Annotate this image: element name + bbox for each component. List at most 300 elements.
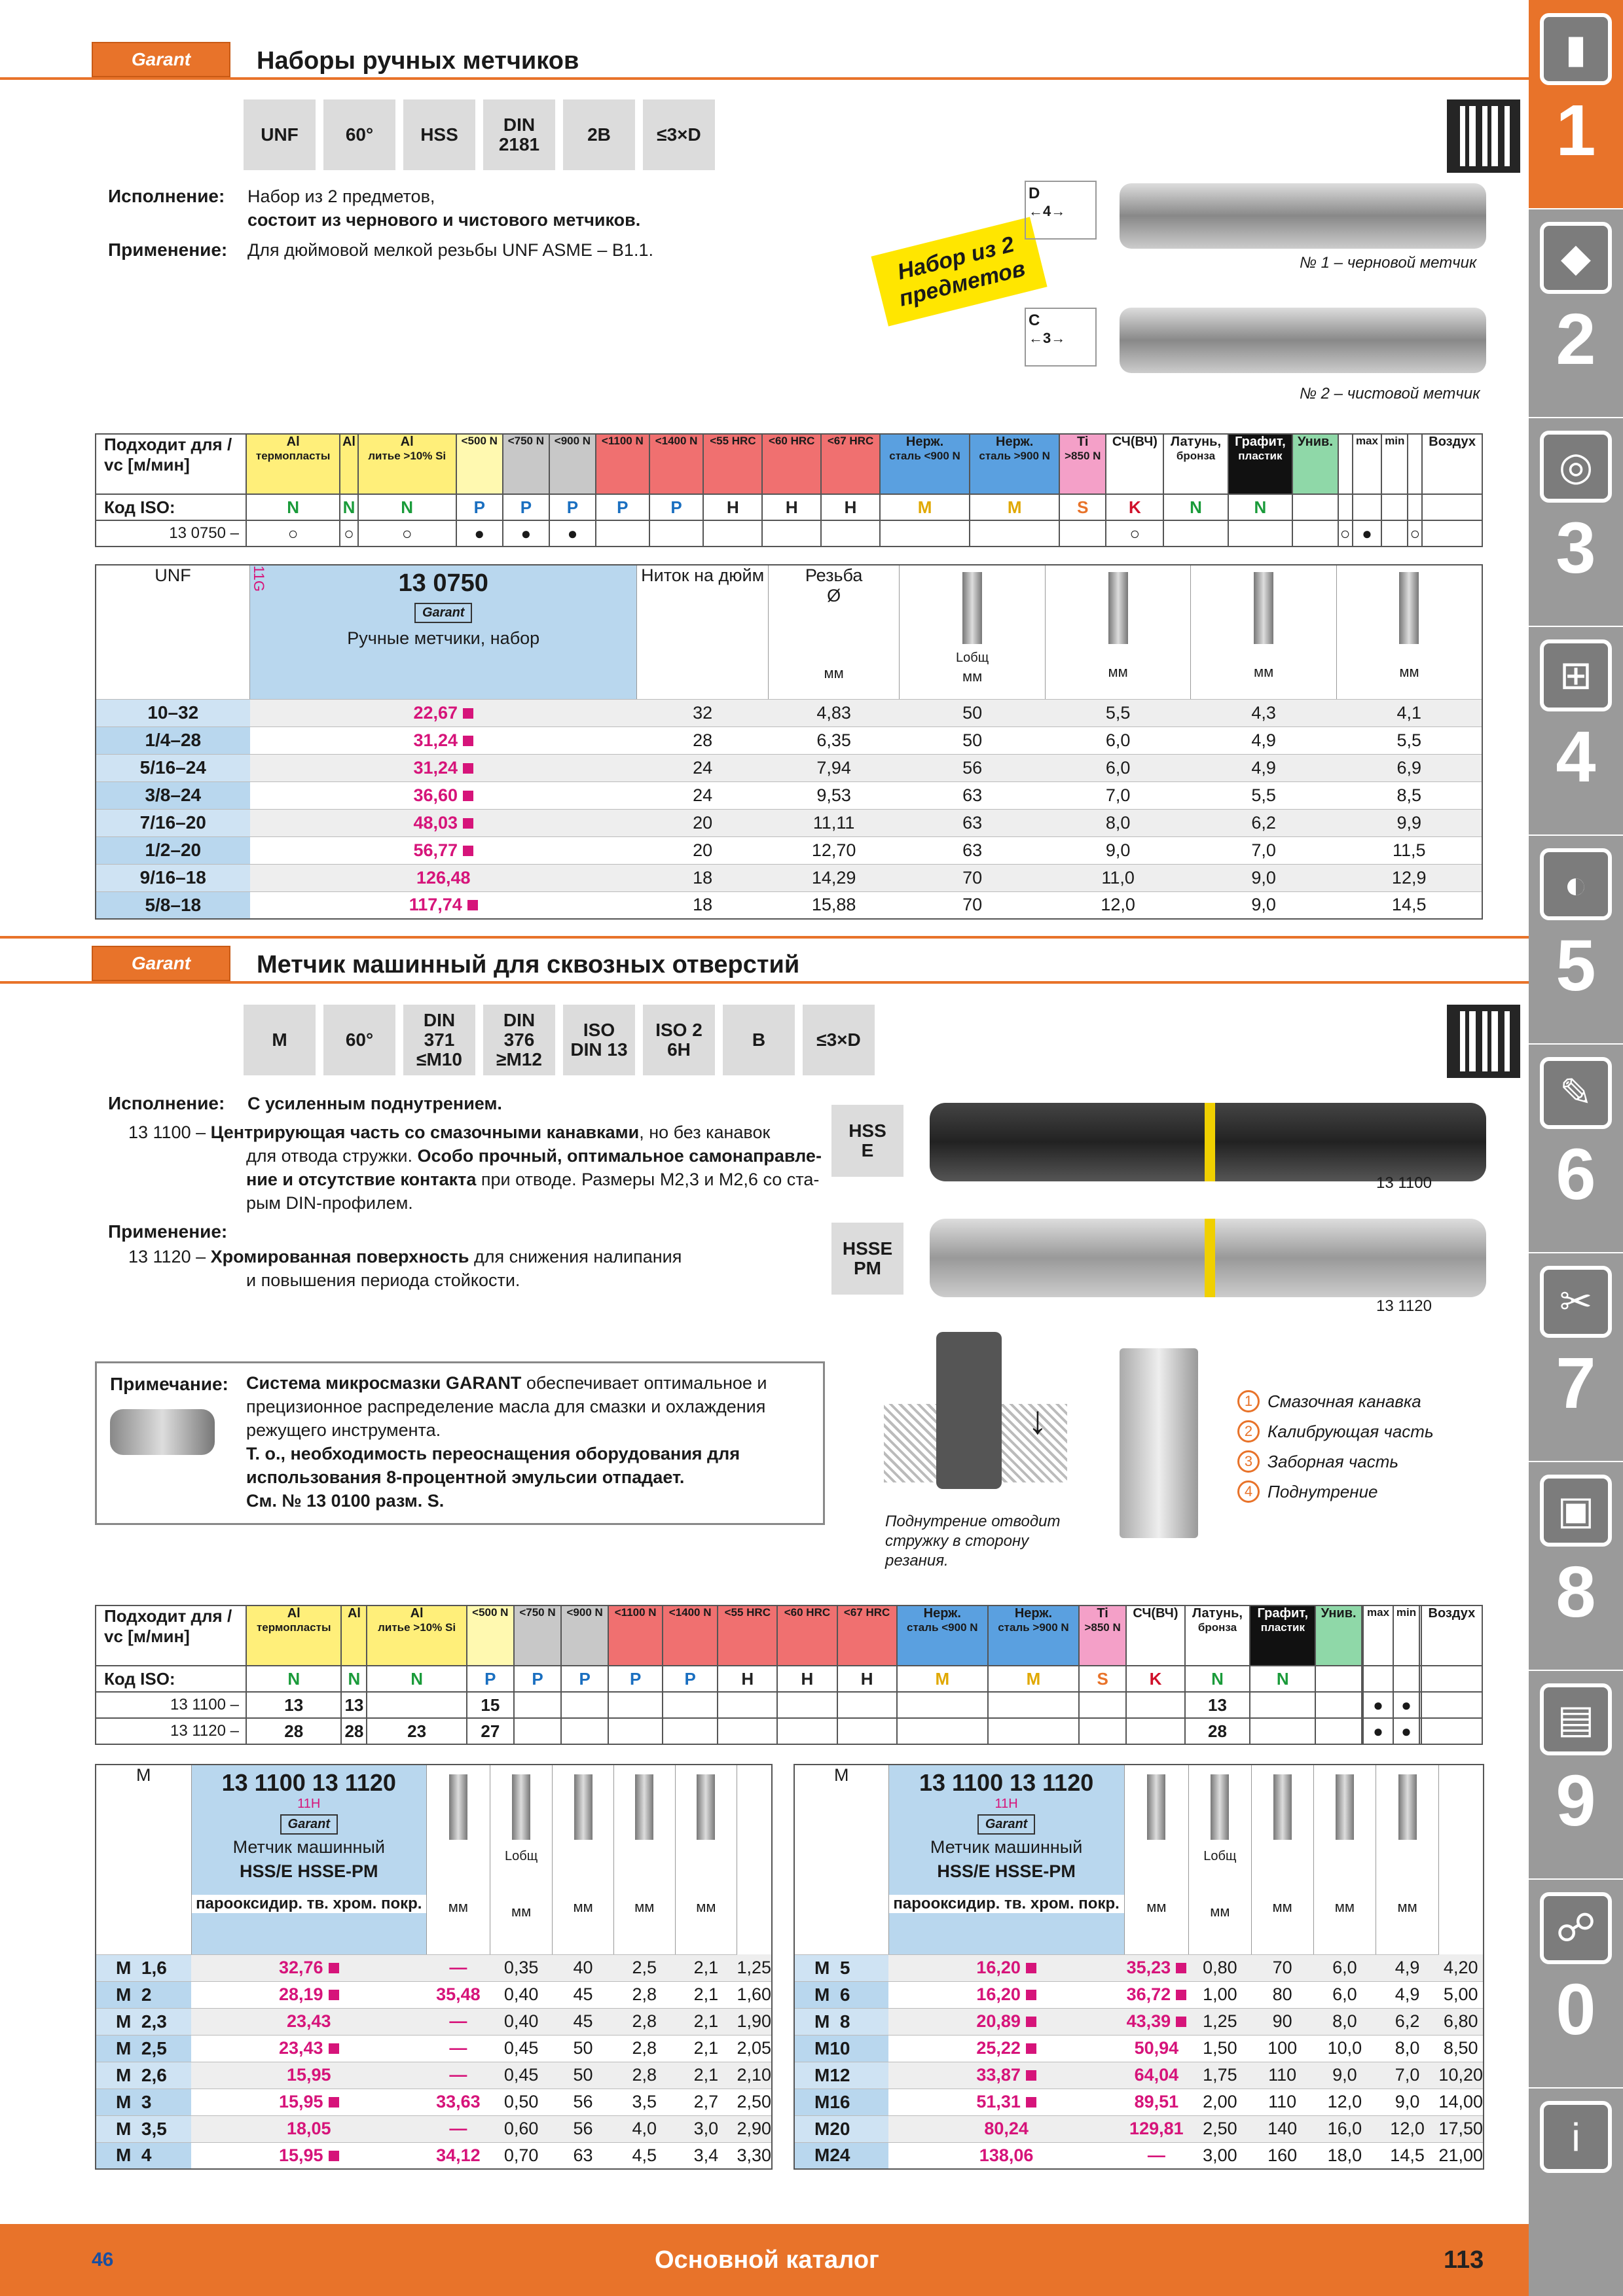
iso-code xyxy=(1338,494,1353,520)
unit: мм xyxy=(962,668,983,685)
iso-code: P xyxy=(467,1666,514,1692)
tool-131100-caption: 13 1100 xyxy=(1376,1174,1432,1192)
material-col xyxy=(762,434,821,494)
col-series: UNF xyxy=(96,565,250,699)
material-col xyxy=(1338,434,1353,494)
row-price[interactable]: 33,63 xyxy=(426,2089,490,2115)
matrix-value xyxy=(837,1718,897,1744)
col-dim xyxy=(1336,565,1482,699)
material-title: Унив. xyxy=(1297,435,1333,449)
row-price[interactable]: 34,12 xyxy=(426,2142,490,2169)
garant-logo-2: Garant xyxy=(92,946,230,981)
material-sub: <500 N xyxy=(461,435,498,447)
spec-chip: DIN 371 ≤M10 xyxy=(403,1005,475,1075)
row-price[interactable]: — xyxy=(426,2115,490,2142)
legend-number: 3 xyxy=(1237,1450,1260,1473)
row-value: 110 xyxy=(1251,2062,1313,2089)
row-price[interactable]: 18,05 xyxy=(191,2115,426,2142)
row-value: 1,25 xyxy=(1189,2008,1252,2035)
row-size: M 2,3 xyxy=(96,2008,191,2035)
matrix-value: ○ xyxy=(1338,520,1353,547)
row-price[interactable]: — xyxy=(426,2008,490,2035)
material-col xyxy=(988,1605,1079,1666)
matrix-value xyxy=(970,520,1059,547)
row-value: 0,35 xyxy=(490,1954,552,1981)
matrix-value xyxy=(514,1692,561,1718)
chapter-number: 1 xyxy=(1556,90,1596,171)
chapter-number: 6 xyxy=(1556,1134,1596,1215)
desc1-d: рым DIN-профилем. xyxy=(246,1193,413,1213)
col-product xyxy=(191,1765,426,1954)
table1-grid xyxy=(95,564,1483,920)
note-box xyxy=(95,1361,825,1525)
iso-code: M xyxy=(897,1666,988,1692)
spec-chip: UNF xyxy=(244,99,316,170)
iso-code: N xyxy=(246,494,340,520)
matrix-value xyxy=(897,1718,988,1744)
row-price[interactable]: — xyxy=(426,2062,490,2089)
ispolnenie-text: Набор из 2 предметов, xyxy=(247,187,435,206)
ispolnenie-text-2: состоит из чернового и чистового метчиков. xyxy=(247,210,641,230)
table-row xyxy=(96,2062,772,2089)
mat-hssepm-chip: HSSE PM xyxy=(831,1223,903,1295)
table-row xyxy=(96,864,1482,891)
table-row xyxy=(96,2035,772,2062)
matrix-value: 13 xyxy=(246,1692,341,1718)
material-sub: <1100 N xyxy=(614,1606,657,1619)
unit: мм xyxy=(1272,1899,1292,1915)
row-value: 3,00 xyxy=(1189,2142,1252,2169)
matrix-header-row xyxy=(96,434,1482,494)
material-col xyxy=(821,434,880,494)
chapter-number: 9 xyxy=(1556,1761,1596,1841)
row-price[interactable]: 126,48 xyxy=(250,864,637,891)
chapter-tab-5[interactable] xyxy=(1529,835,1623,1045)
note-bold3: использования 8-процентной эмульсии отпадает. xyxy=(246,1467,685,1487)
matrix-value xyxy=(1079,1718,1126,1744)
unit: мм xyxy=(824,665,844,681)
material-col xyxy=(549,434,596,494)
row-value: 4,9 xyxy=(1191,754,1337,781)
unit: мм xyxy=(696,1899,716,1915)
product-name: Метчик машинный xyxy=(930,1837,1083,1857)
product-codes: 13 1100 13 1120 xyxy=(919,1769,1094,1796)
desc2-a: для снижения налипания xyxy=(474,1247,682,1266)
iso-code: N xyxy=(358,494,456,520)
matrix-value xyxy=(1292,520,1338,547)
stock-marker-icon xyxy=(1026,2017,1036,2027)
iso-code: N xyxy=(1163,494,1228,520)
iso-code: P xyxy=(649,494,704,520)
stock-marker-icon xyxy=(467,900,478,910)
row-value: 5,00 xyxy=(1438,1981,1484,2008)
stock-marker-icon xyxy=(1026,2070,1036,2081)
tap-dim-icon xyxy=(1211,1774,1229,1840)
iso-code: M xyxy=(880,494,970,520)
row-value: 56 xyxy=(553,2115,613,2142)
row-price[interactable]: 32,76 xyxy=(191,1954,426,1981)
row-value: 9,0 xyxy=(1313,2062,1376,2089)
row-value: 100 xyxy=(1251,2035,1313,2062)
row-price[interactable]: 31,24 xyxy=(250,754,637,781)
stock-marker-icon xyxy=(463,846,473,856)
row-price[interactable]: — xyxy=(1124,2142,1188,2169)
row-value: 2,10 xyxy=(737,2062,772,2089)
row-value: 3,0 xyxy=(675,2115,737,2142)
row-value: 2,90 xyxy=(737,2115,772,2142)
row-size: 5/8–18 xyxy=(96,891,250,919)
chapter-number: 3 xyxy=(1556,508,1596,588)
table-row xyxy=(96,2142,772,2169)
product-name: Ручные метчики, набор xyxy=(347,628,540,648)
material-sub: <1400 N xyxy=(655,435,698,447)
matrix-value: ● xyxy=(549,520,596,547)
row-value: 6,2 xyxy=(1376,2008,1439,2035)
row-value: 0,45 xyxy=(490,2035,552,2062)
material-sub: литье >10% Si xyxy=(378,1621,456,1634)
row-value: 4,9 xyxy=(1376,1981,1439,2008)
stock-marker-icon xyxy=(1026,1990,1036,2000)
material-title: Латунь, xyxy=(1192,1606,1243,1621)
footer-page-left: 46 xyxy=(92,2249,114,2270)
material-title: Графит, xyxy=(1257,1606,1309,1621)
row-value: 140 xyxy=(1251,2115,1313,2142)
material-title: Al xyxy=(347,1606,361,1621)
row-value: 10,20 xyxy=(1438,2062,1484,2089)
chapter-tab-9[interactable] xyxy=(1529,1670,1623,1880)
row-value: 3,5 xyxy=(613,2089,675,2115)
chapter-tab-2[interactable] xyxy=(1529,209,1623,418)
matrix-value xyxy=(663,1718,718,1744)
row-size: M 2,6 xyxy=(96,2062,191,2089)
chapter-icon: ◎ xyxy=(1540,431,1612,503)
chapter-tab-i[interactable] xyxy=(1529,2088,1623,2296)
material-sub: <67 HRC xyxy=(843,1606,890,1619)
tool1-len: 4 xyxy=(1043,203,1051,219)
col-series: M xyxy=(794,1765,888,1954)
row-price[interactable]: 15,95 xyxy=(191,2089,426,2115)
chapter-number: 0 xyxy=(1556,1969,1596,2050)
coatings: парооксидир. тв. хром. покр. xyxy=(192,1895,426,1913)
chapter-tab-3[interactable] xyxy=(1529,418,1623,627)
col-thread xyxy=(768,565,899,699)
matrix-value: ● xyxy=(1363,1718,1393,1744)
table-row xyxy=(96,754,1482,781)
product-code: 13 0750 xyxy=(398,569,488,597)
row-price[interactable]: — xyxy=(426,1954,490,1981)
row-value: 80 xyxy=(1251,1981,1313,2008)
matrix-value xyxy=(561,1692,608,1718)
row-price[interactable]: 23,43 xyxy=(191,2008,426,2035)
material-title: Al xyxy=(342,435,356,449)
garant-logo: Garant xyxy=(92,42,230,77)
material-title: Воздух xyxy=(1428,1606,1476,1621)
material-sub: max xyxy=(1355,435,1378,447)
matrix-value xyxy=(663,1692,718,1718)
spec-chips xyxy=(244,99,715,170)
note-c: режущего инструмента. xyxy=(246,1420,441,1440)
table-row xyxy=(794,2089,1484,2115)
chapter-icon: ✂ xyxy=(1540,1266,1612,1338)
stock-marker-icon xyxy=(329,1963,339,1973)
material-title: Нерж. xyxy=(1014,1606,1053,1621)
row-price[interactable]: 36,60 xyxy=(250,781,637,809)
row-price[interactable]: 50,94 xyxy=(1124,2035,1188,2062)
chapter-number: 4 xyxy=(1556,717,1596,797)
matrix-value xyxy=(1250,1718,1315,1744)
iso-code: M xyxy=(988,1666,1079,1692)
material-sub: <750 N xyxy=(507,435,544,447)
material-sub: сталь <900 N xyxy=(907,1621,978,1634)
row-value: 2,8 xyxy=(613,1981,675,2008)
tap-dim-icon xyxy=(635,1774,653,1840)
chapter-tab-4[interactable] xyxy=(1529,626,1623,836)
row-value: 15,88 xyxy=(768,891,899,919)
tool2-caption: № 2 – чистовой метчик xyxy=(1300,385,1480,403)
row-price[interactable]: 138,06 xyxy=(888,2142,1124,2169)
iso-code xyxy=(1363,1666,1393,1692)
row-price[interactable]: 16,20 xyxy=(888,1954,1124,1981)
material-sub: <900 N xyxy=(554,435,591,447)
spec-chips-2 xyxy=(244,1005,875,1075)
matrix-value: ○ xyxy=(358,520,456,547)
matrix-value: ● xyxy=(1363,1692,1393,1718)
row-price[interactable]: 56,77 xyxy=(250,836,637,864)
matrix-value xyxy=(608,1692,663,1718)
row-value: 0,40 xyxy=(490,1981,552,2008)
note-a: обеспечивает оптимальное и xyxy=(526,1373,767,1393)
row-price[interactable]: 15,95 xyxy=(191,2062,426,2089)
row-price[interactable]: 16,20 xyxy=(888,1981,1124,2008)
legend-item xyxy=(1237,1446,1434,1477)
row-value: 3,4 xyxy=(675,2142,737,2169)
row-price[interactable]: 35,23 xyxy=(1124,1954,1188,1981)
row-price[interactable]: 28,19 xyxy=(191,1981,426,2008)
row-value: 1,90 xyxy=(737,2008,772,2035)
stock-marker-icon xyxy=(1176,1963,1186,1973)
matrix-value xyxy=(561,1718,608,1744)
matrix-value xyxy=(988,1718,1079,1744)
material-col xyxy=(1185,1605,1250,1666)
row-price[interactable]: 23,43 xyxy=(191,2035,426,2062)
material-col xyxy=(341,1605,367,1666)
row-price[interactable]: 64,04 xyxy=(1124,2062,1188,2089)
material-sub: <55 HRC xyxy=(724,1606,771,1619)
row-value: 4,9 xyxy=(1191,726,1337,754)
chapter-number: 8 xyxy=(1556,1552,1596,1632)
stock-marker-icon xyxy=(329,2151,339,2161)
row-price[interactable]: 33,87 xyxy=(888,2062,1124,2089)
row-price[interactable]: 36,72 xyxy=(1124,1981,1188,2008)
row-value: 12,9 xyxy=(1336,864,1482,891)
chapter-icon: i xyxy=(1540,2101,1612,2173)
tap-dim-icon xyxy=(1399,572,1419,644)
col-dim xyxy=(613,1765,675,1954)
unit: мм xyxy=(634,1899,655,1915)
col-product xyxy=(888,1765,1124,1954)
row-price[interactable]: 15,95 xyxy=(191,2142,426,2169)
material-title: Al xyxy=(286,435,300,449)
row-size: M 1,6 xyxy=(96,1954,191,1981)
product-name: Метчик машинный xyxy=(232,1837,385,1857)
row-size: M 8 xyxy=(794,2008,888,2035)
table2-header xyxy=(96,1765,772,1954)
row-size: M20 xyxy=(794,2115,888,2142)
row-value: 4,5 xyxy=(613,2142,675,2169)
row-value: 4,83 xyxy=(768,699,899,726)
row-price[interactable]: 25,22 xyxy=(888,2035,1124,2062)
iso-code: N xyxy=(1185,1666,1250,1692)
row-value: 56 xyxy=(553,2089,613,2115)
matrix-data-row xyxy=(96,1718,1482,1744)
chapter-tab-7[interactable] xyxy=(1529,1253,1623,1462)
row-value: 28 xyxy=(637,726,768,754)
col-dim xyxy=(675,1765,737,1954)
chapter-tab-6[interactable] xyxy=(1529,1044,1623,1253)
mat-hsse-chip: HSS E xyxy=(831,1105,903,1177)
table-row xyxy=(96,2008,772,2035)
matrix-value: ○ xyxy=(246,520,340,547)
material-sub: бронза xyxy=(1176,450,1216,462)
col-dim xyxy=(1124,1765,1188,1954)
iso-code: P xyxy=(503,494,549,520)
spec-chip: HSS xyxy=(403,99,475,170)
footer-page-right: 113 xyxy=(1444,2246,1484,2274)
chapter-tab-0[interactable] xyxy=(1529,1879,1623,2089)
row-size: M 3,5 xyxy=(96,2115,191,2142)
matrix-value xyxy=(1421,1718,1482,1744)
row-value: 7,0 xyxy=(1376,2062,1439,2089)
row-value: 14,00 xyxy=(1438,2089,1484,2115)
row-value: 16,0 xyxy=(1313,2115,1376,2142)
matrix-value xyxy=(821,520,880,547)
row-price[interactable]: 22,67 xyxy=(250,699,637,726)
material-col xyxy=(340,434,357,494)
stock-marker-icon xyxy=(1026,2097,1036,2108)
row-price[interactable]: 129,81 xyxy=(1124,2115,1188,2142)
unit: мм xyxy=(1210,1903,1230,1920)
chapter-tab-8[interactable] xyxy=(1529,1462,1623,1671)
iso-code xyxy=(1422,494,1482,520)
col-dim xyxy=(490,1765,552,1954)
tolerance: 11H xyxy=(297,1797,321,1811)
col-series: M xyxy=(96,1765,191,1954)
row-price[interactable]: 48,03 xyxy=(250,809,637,836)
chapter-number: 2 xyxy=(1556,299,1596,380)
page-footer xyxy=(0,2224,1529,2296)
set-sticker: Набор из 2 предметов xyxy=(871,217,1047,326)
row-value: 6,35 xyxy=(768,726,899,754)
table-row xyxy=(794,2115,1484,2142)
matrix-value xyxy=(608,1718,663,1744)
material-sub: <1400 N xyxy=(668,1606,712,1619)
material-title: Воздух xyxy=(1429,435,1476,449)
row-value: 6,80 xyxy=(1438,2008,1484,2035)
row-value: 11,0 xyxy=(1045,864,1191,891)
chapter-icon: ⊞ xyxy=(1540,639,1612,711)
spec-chip: 60° xyxy=(323,99,395,170)
unit: мм xyxy=(1399,664,1419,680)
tool2-image xyxy=(1120,308,1486,373)
row-value: 9,0 xyxy=(1376,2089,1439,2115)
matrix-value xyxy=(1315,1692,1361,1718)
row-price[interactable]: 51,31 xyxy=(888,2089,1124,2115)
matrix-value xyxy=(1421,1692,1482,1718)
tap-dim-icon xyxy=(1254,572,1273,644)
material-col xyxy=(1250,1605,1315,1666)
matrix-row-label: 13 0750 – xyxy=(96,520,246,547)
row-size: M10 xyxy=(794,2035,888,2062)
legend-number: 4 xyxy=(1237,1480,1260,1503)
material-matrix-1 xyxy=(95,433,1483,547)
note-bold1: Система микросмазки GARANT xyxy=(246,1373,522,1393)
material-col xyxy=(1106,434,1163,494)
material-col xyxy=(246,1605,341,1666)
row-value: 5,5 xyxy=(1045,699,1191,726)
row-price[interactable]: 20,89 xyxy=(888,2008,1124,2035)
product-codes: 13 1100 13 1120 xyxy=(221,1769,396,1796)
row-size: M 5 xyxy=(794,1954,888,1981)
material-sub: <500 N xyxy=(472,1606,509,1619)
row-price[interactable]: 43,39 xyxy=(1124,2008,1188,2035)
row-value: 20 xyxy=(637,809,768,836)
row-value: 56 xyxy=(900,754,1046,781)
row-price[interactable]: — xyxy=(426,2035,490,2062)
row-price[interactable]: 89,51 xyxy=(1124,2089,1188,2115)
row-price[interactable]: 35,48 xyxy=(426,1981,490,2008)
iso-code xyxy=(1381,494,1408,520)
material-title: Al xyxy=(410,1606,424,1621)
note-b: прецизионное распределение масла для смазки и охлаждения xyxy=(246,1397,766,1416)
matrix-value xyxy=(718,1692,777,1718)
material-col xyxy=(1422,434,1482,494)
row-value: 45 xyxy=(553,2008,613,2035)
row-price[interactable]: 117,74 xyxy=(250,891,637,919)
row-value: 0,60 xyxy=(490,2115,552,2142)
material-col xyxy=(608,1605,663,1666)
material-title: Ti xyxy=(1077,435,1089,449)
row-value: 63 xyxy=(553,2142,613,2169)
material-sub: термопласты xyxy=(255,450,331,462)
row-size: M 3 xyxy=(96,2089,191,2115)
iso-code: H xyxy=(703,494,762,520)
tap-dim-icon xyxy=(1336,1774,1354,1840)
material-col xyxy=(358,434,456,494)
row-price[interactable]: 31,24 xyxy=(250,726,637,754)
chapter-tab-1[interactable] xyxy=(1529,0,1623,209)
row-value: 17,50 xyxy=(1438,2115,1484,2142)
table-row xyxy=(96,836,1482,864)
material-title: Нерж. xyxy=(996,435,1034,449)
desc1-a: , но без канавок xyxy=(639,1122,771,1142)
stock-marker-icon xyxy=(1026,1963,1036,1973)
row-price[interactable]: 80,24 xyxy=(888,2115,1124,2142)
chapter-icon: ▤ xyxy=(1540,1683,1612,1755)
material-col xyxy=(649,434,704,494)
iso-code xyxy=(1408,494,1422,520)
stock-marker-icon xyxy=(463,708,473,719)
matrix-data-row xyxy=(96,520,1482,547)
row-value: 70 xyxy=(900,891,1046,919)
legend-number: 2 xyxy=(1237,1420,1260,1443)
matrix-value xyxy=(703,520,762,547)
row-value: 6,0 xyxy=(1045,754,1191,781)
tolerance: 11G xyxy=(251,565,268,592)
spec-chip: ISO DIN 13 xyxy=(563,1005,635,1075)
material-sub: пластик xyxy=(1260,1621,1305,1634)
row-size: 5/16–24 xyxy=(96,754,250,781)
row-value: 2,50 xyxy=(737,2089,772,2115)
